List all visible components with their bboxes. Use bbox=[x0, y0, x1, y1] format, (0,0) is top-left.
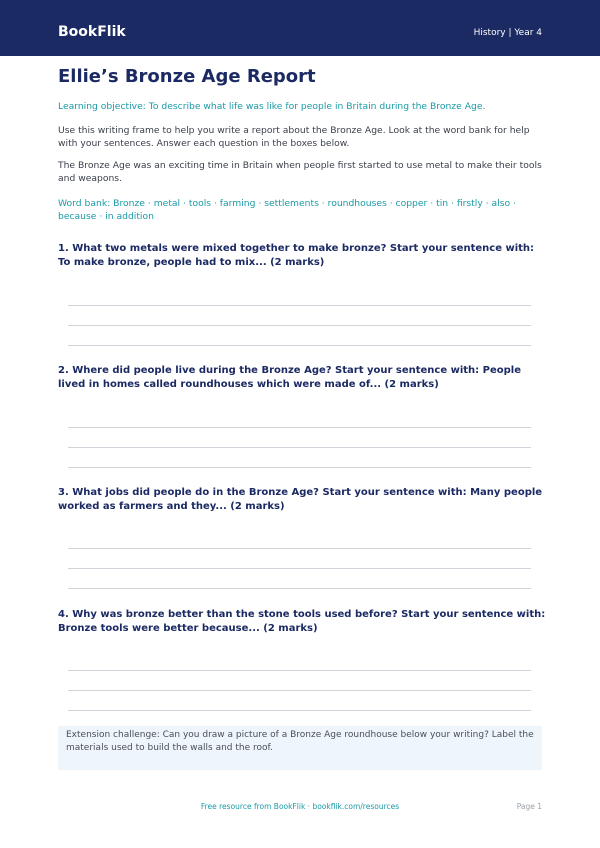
intro-text: The Bronze Age was an exciting time in Britain when people first started to use metal to make their tools and weapons. bbox=[58, 160, 542, 184]
learning-objective: Learning objective: To describe what life was like for people in Britain during the Bronze Age. bbox=[58, 101, 486, 112]
answer-line[interactable] bbox=[68, 325, 531, 326]
question-2: 2. Where did people live during the Bronze Age? Start your sentence with: People lived in homes called roundhouses which were made of... (2 marks) bbox=[58, 365, 522, 390]
extension-challenge-box bbox=[58, 726, 542, 770]
answer-line[interactable] bbox=[68, 467, 531, 468]
subject-year-label: History | Year 4 bbox=[473, 28, 542, 38]
question-3: 3. What jobs did people do in the Bronze Age? Start your sentence with: Many people worked as farmers and they... (2 marks) bbox=[58, 487, 543, 512]
answer-line[interactable] bbox=[68, 588, 531, 589]
header-bar bbox=[0, 0, 600, 56]
answer-line[interactable] bbox=[68, 690, 531, 691]
answer-line[interactable] bbox=[68, 345, 531, 346]
question-1: 1. What two metals were mixed together to make bronze? Start your sentence with: To make bronze, people had to mix... (2 marks) bbox=[58, 243, 535, 268]
answer-line[interactable] bbox=[68, 305, 531, 306]
word-bank: Word bank: Bronze · metal · tools · farming · settlements · roundhouses · copper · tin · firstly · also · because · in addition bbox=[58, 198, 516, 222]
footer-credit[interactable]: Free resource from BookFlik · bookflik.com/resources bbox=[200, 802, 400, 811]
answer-line[interactable] bbox=[68, 670, 531, 671]
answer-line[interactable] bbox=[68, 427, 531, 428]
answer-line[interactable] bbox=[68, 548, 531, 549]
page-title: Ellie’s Bronze Age Report bbox=[58, 66, 316, 87]
answer-line[interactable] bbox=[68, 568, 531, 569]
answer-line[interactable] bbox=[68, 710, 531, 711]
question-4: 4. Why was bronze better than the stone tools used before? Start your sentence with: Bronze tools were better because... (2 marks) bbox=[58, 609, 546, 634]
page-number: Page 1 bbox=[516, 802, 542, 811]
instructions-text: Use this writing frame to help you write a report about the Bronze Age. Look at the word bank for help with your sentences. Answer each question in the boxes below. bbox=[58, 125, 530, 149]
extension-challenge-text: Extension challenge: Can you draw a picture of a Bronze Age roundhouse below your writing? Label the materials used to build the walls and the roof. bbox=[66, 730, 534, 753]
answer-line[interactable] bbox=[68, 447, 531, 448]
brand-logo[interactable]: BookFlik bbox=[58, 24, 126, 40]
